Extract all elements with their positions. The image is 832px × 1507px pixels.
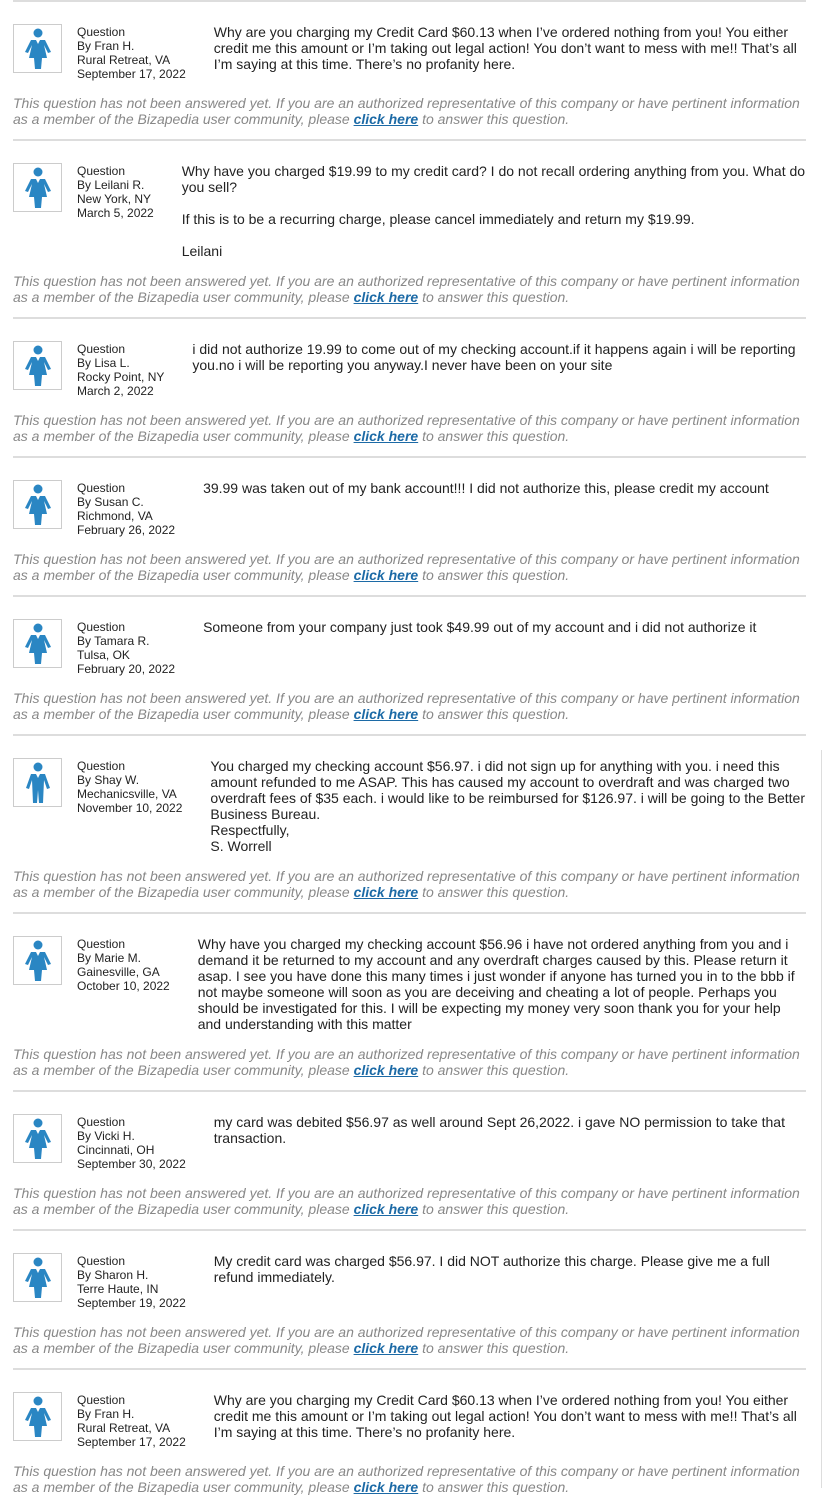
- question-paragraph: i did not authorize 19.99 to come out of my checking account.if it happens again i will be reporting you.no i will be reporting you anyway.I never have been on your site: [192, 341, 796, 373]
- notice-text: This question has not been answered yet. If you are an authorized representative of this company or have pertinent information as a member of the Bizapedia user community, please: [13, 868, 800, 900]
- question-meta: [77, 620, 175, 676]
- question-author: By Vicki H.: [77, 1129, 135, 1143]
- answer-link[interactable]: click here: [353, 1062, 419, 1078]
- question-author: By Fran H.: [77, 39, 135, 53]
- notice-text-end: to answer this question.: [418, 428, 570, 444]
- question-date: September 30, 2022: [77, 1157, 186, 1171]
- question-text: [198, 936, 806, 1032]
- answer-link[interactable]: click here: [353, 706, 419, 722]
- notice-text-end: to answer this question.: [418, 1201, 570, 1217]
- question-item: [13, 595, 806, 734]
- question-body: [13, 1114, 806, 1171]
- notice-text-end: to answer this question.: [418, 1479, 570, 1495]
- answer-link[interactable]: click here: [353, 1479, 419, 1495]
- female-person-icon: [13, 1114, 62, 1163]
- question-text: [214, 24, 806, 72]
- question-paragraph: Respectfully,: [210, 822, 290, 838]
- unanswered-notice: [0, 412, 813, 456]
- question-item: [13, 317, 806, 456]
- question-body: [13, 24, 806, 81]
- question-type: Question: [77, 1115, 126, 1129]
- question-paragraph: Why have you charged my checking account $56.96 i have not ordered anything from you and i demand it be returned to my account and any overdraft charges caused by this. Please return it asap. I see you have done this many times i just wonder if anyone has turned you in to the bbb if not maybe someone will soon as you are deceiving and cheating a lot of people. Perhaps you should be investigated for this. I will be expecting my money very soon thank you for your help and understanding with this matter: [197, 936, 795, 1032]
- question-author: By Leilani R.: [77, 178, 145, 192]
- question-meta: [77, 759, 182, 815]
- question-paragraph: Someone from your company just took $49.99 out of my account and i did not authorize it: [203, 619, 757, 635]
- question-date: February 26, 2022: [77, 523, 176, 537]
- answer-link[interactable]: click here: [353, 567, 419, 583]
- question-meta: [77, 1115, 186, 1171]
- question-location: Rural Retreat, VA: [77, 53, 171, 67]
- notice-text-end: to answer this question.: [418, 1340, 570, 1356]
- question-item: [13, 912, 806, 1090]
- notice-text-end: to answer this question.: [418, 289, 570, 305]
- answer-link[interactable]: click here: [353, 1340, 419, 1356]
- question-author: By Marie M.: [77, 951, 142, 965]
- question-location: Gainesville, GA: [77, 965, 160, 979]
- question-body: [13, 1253, 806, 1310]
- notice-text-end: to answer this question.: [418, 884, 570, 900]
- unanswered-notice: [0, 690, 813, 734]
- answer-link[interactable]: click here: [353, 1201, 419, 1217]
- question-item: [13, 1090, 806, 1229]
- question-meta: [77, 164, 154, 220]
- question-author: By Lisa L.: [77, 356, 130, 370]
- notice-text: This question has not been answered yet. If you are an authorized representative of this company or have pertinent information as a member of the Bizapedia user community, please: [13, 273, 800, 305]
- unanswered-notice: [0, 551, 813, 595]
- question-item: [13, 0, 806, 139]
- page-border: [821, 750, 822, 1488]
- notice-text: This question has not been answered yet. If you are an authorized representative of this company or have pertinent information as a member of the Bizapedia user community, please: [13, 412, 800, 444]
- notice-text: This question has not been answered yet. If you are an authorized representative of this company or have pertinent information as a member of the Bizapedia user community, please: [13, 95, 800, 127]
- answer-link[interactable]: click here: [353, 884, 419, 900]
- question-author: By Fran H.: [77, 1407, 135, 1421]
- question-meta: [77, 481, 175, 537]
- question-paragraph: Why are you charging my Credit Card $60.13 when I’ve ordered nothing from you! You either credit me this amount or I’m taking out legal action! You don’t want to mess with me!! That’s all I’m saying at this time. There’s no profanity here.: [213, 1392, 797, 1440]
- question-text: [214, 1114, 806, 1146]
- question-paragraph: Why are you charging my Credit Card $60.13 when I’ve ordered nothing from you! You either credit me this amount or I’m taking out legal action! You don’t want to mess with me!! That’s all I’m saying at this time. There’s no profanity here.: [213, 24, 797, 72]
- question-location: New York, NY: [77, 192, 152, 206]
- question-date: March 5, 2022: [77, 206, 154, 220]
- unanswered-notice: [0, 95, 813, 139]
- question-paragraph: Leilani: [181, 243, 223, 259]
- unanswered-notice: [0, 1185, 813, 1229]
- unanswered-notice: [0, 1324, 813, 1368]
- question-date: September 17, 2022: [77, 1435, 186, 1449]
- female-person-icon: [13, 1253, 62, 1302]
- question-body: [13, 619, 806, 676]
- question-location: Rural Retreat, VA: [77, 1421, 171, 1435]
- question-paragraph: You charged my checking account $56.97. i did not sign up for anything with you. i need this amount refunded to me ASAP. This has caused my account to overdraft and was charged two overdraft fees of $35 each. i would like to be reimbursed for $126.97. i will be going to the Better Business Bureau.: [210, 758, 805, 822]
- question-item: [13, 734, 806, 912]
- question-date: September 19, 2022: [77, 1296, 186, 1310]
- question-type: Question: [77, 481, 126, 495]
- notice-text: This question has not been answered yet. If you are an authorized representative of this company or have pertinent information as a member of the Bizapedia user community, please: [13, 1463, 800, 1495]
- question-text: [192, 341, 806, 373]
- answer-link[interactable]: click here: [353, 428, 419, 444]
- question-date: October 10, 2022: [77, 979, 170, 993]
- question-location: Mechanicsville, VA: [77, 787, 177, 801]
- question-meta: [77, 1393, 186, 1449]
- question-meta: [77, 937, 170, 993]
- question-author: By Susan C.: [77, 495, 144, 509]
- notice-text: This question has not been answered yet. If you are an authorized representative of this company or have pertinent information as a member of the Bizapedia user community, please: [13, 551, 800, 583]
- female-person-icon: [13, 619, 62, 668]
- question-author: By Sharon H.: [77, 1268, 149, 1282]
- question-text: [203, 619, 806, 635]
- question-item: [13, 1368, 806, 1507]
- question-text: [210, 758, 806, 854]
- question-location: Rocky Point, NY: [77, 370, 165, 384]
- question-body: [13, 1392, 806, 1449]
- question-text: [214, 1392, 806, 1440]
- question-meta: [77, 342, 164, 398]
- notice-text: This question has not been answered yet. If you are an authorized representative of this company or have pertinent information as a member of the Bizapedia user community, please: [13, 1185, 800, 1217]
- unanswered-notice: [0, 868, 813, 912]
- notice-text-end: to answer this question.: [418, 567, 570, 583]
- notice-text: This question has not been answered yet. If you are an authorized representative of this company or have pertinent information as a member of the Bizapedia user community, please: [13, 1046, 800, 1078]
- notice-text-end: to answer this question.: [418, 1062, 570, 1078]
- question-body: [13, 758, 806, 854]
- female-person-icon: [13, 24, 62, 73]
- unanswered-notice: [0, 1046, 813, 1090]
- question-location: Terre Haute, IN: [77, 1282, 159, 1296]
- question-type: Question: [77, 1254, 126, 1268]
- question-body: [13, 480, 806, 537]
- question-author: By Shay W.: [77, 773, 140, 787]
- question-type: Question: [77, 937, 126, 951]
- question-type: Question: [77, 25, 126, 39]
- notice-text: This question has not been answered yet. If you are an authorized representative of this company or have pertinent information as a member of the Bizapedia user community, please: [13, 690, 800, 722]
- question-meta: [77, 1254, 186, 1310]
- unanswered-notice: [0, 1463, 813, 1507]
- notice-text-end: to answer this question.: [418, 111, 570, 127]
- question-location: Richmond, VA: [77, 509, 153, 523]
- question-item: [13, 1229, 806, 1368]
- question-text: [214, 1253, 806, 1285]
- question-date: February 20, 2022: [77, 662, 176, 676]
- question-paragraph: my card was debited $56.97 as well around Sept 26,2022. i gave NO permission to take that transaction.: [213, 1114, 785, 1146]
- notice-text-end: to answer this question.: [418, 706, 570, 722]
- female-person-icon: [13, 936, 62, 985]
- answer-link[interactable]: click here: [353, 111, 419, 127]
- male-person-icon: [13, 758, 62, 807]
- question-type: Question: [77, 342, 126, 356]
- question-text: [203, 480, 806, 496]
- question-paragraph: My credit card was charged $56.97. I did NOT authorize this charge. Please give me a full refund immediately.: [213, 1253, 770, 1285]
- question-body: [13, 341, 806, 398]
- question-type: Question: [77, 620, 126, 634]
- female-person-icon: [13, 341, 62, 390]
- question-type: Question: [77, 759, 126, 773]
- question-meta: [77, 25, 186, 81]
- question-date: March 2, 2022: [77, 384, 154, 398]
- question-text: [182, 163, 806, 259]
- question-date: November 10, 2022: [77, 801, 183, 815]
- question-author: By Tamara R.: [77, 634, 150, 648]
- question-location: Cincinnati, OH: [77, 1143, 155, 1157]
- question-date: September 17, 2022: [77, 67, 186, 81]
- question-paragraph: 39.99 was taken out of my bank account!!! I did not authorize this, please credit my account: [203, 480, 769, 496]
- female-person-icon: [13, 1392, 62, 1441]
- question-paragraph: Why have you charged $19.99 to my credit card? I do not recall ordering anything from you. What do you sell?: [181, 163, 806, 195]
- question-type: Question: [77, 1393, 126, 1407]
- notice-text: This question has not been answered yet. If you are an authorized representative of this company or have pertinent information as a member of the Bizapedia user community, please: [13, 1324, 800, 1356]
- unanswered-notice: [0, 273, 813, 317]
- question-item: [13, 456, 806, 595]
- question-type: Question: [77, 164, 126, 178]
- question-paragraph: S. Worrell: [210, 838, 272, 854]
- question-body: [13, 163, 806, 259]
- question-location: Tulsa, OK: [77, 648, 130, 662]
- question-body: [13, 936, 806, 1032]
- answer-link[interactable]: click here: [353, 289, 419, 305]
- question-paragraph: If this is to be a recurring charge, please cancel immediately and return my $19.99.: [181, 211, 695, 227]
- female-person-icon: [13, 163, 62, 212]
- female-person-icon: [13, 480, 62, 529]
- question-item: [13, 139, 806, 317]
